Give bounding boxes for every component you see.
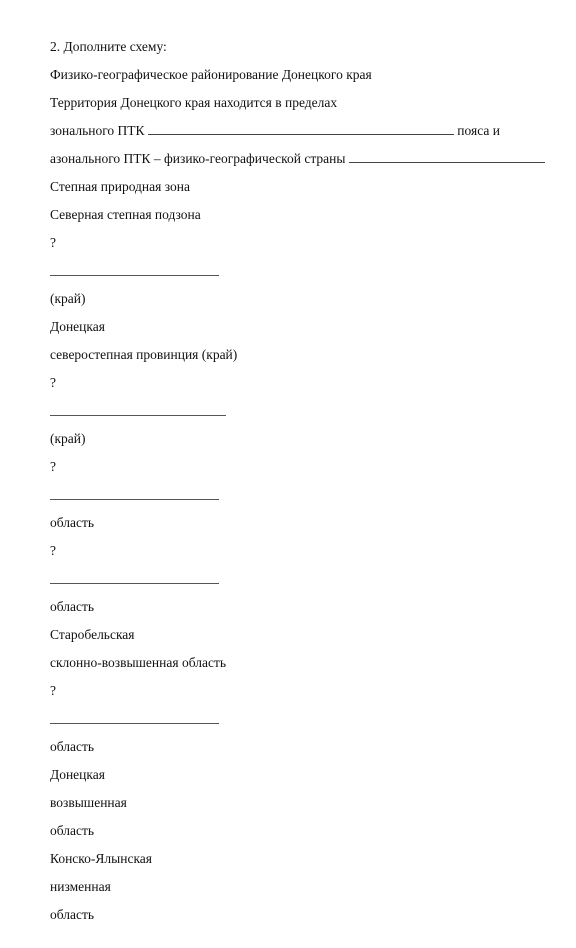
scheme-item: склонно-возвышенная область — [50, 655, 227, 670]
scheme-unknown: ? — [50, 375, 56, 390]
scheme-item: область — [50, 599, 95, 614]
zonal-suffix: пояса и — [457, 123, 500, 138]
scheme-item: Северная степная подзона — [50, 207, 201, 222]
answer-blank — [50, 415, 226, 416]
task-subtitle: Физико-географическое районирование Донецкого края — [50, 67, 372, 82]
scheme-item: область — [50, 739, 95, 754]
scheme-item: область — [50, 823, 95, 838]
scheme-unknown: ? — [50, 235, 56, 250]
scheme-unknown: ? — [50, 543, 56, 558]
answer-blank — [50, 583, 219, 584]
zonal-blank — [148, 123, 454, 135]
scheme-item: область — [50, 907, 95, 922]
azonal-blank — [349, 151, 545, 163]
task-intro: Территория Донецкого края находится в пределах — [50, 95, 338, 110]
scheme-item: Старобельская — [50, 627, 135, 642]
scheme-item: Донецкая — [50, 767, 105, 782]
task-heading: 2. Дополните схему: — [50, 39, 167, 54]
zonal-prefix: зонального ПТК — [50, 123, 145, 138]
scheme-item: возвышенная — [50, 795, 127, 810]
answer-blank — [50, 723, 219, 724]
scheme-item: Конско-Ялынская — [50, 851, 153, 866]
scheme-item: (край) — [50, 431, 86, 446]
scheme-item: область — [50, 515, 95, 530]
scheme-unknown: ? — [50, 683, 56, 698]
scheme-item: Степная природная зона — [50, 179, 190, 194]
scheme-item: (край) — [50, 291, 86, 306]
azonal-line — [50, 151, 545, 167]
zonal-line — [50, 123, 500, 139]
scheme-item: низменная — [50, 879, 111, 894]
scheme-item: северостепная провинция (край) — [50, 347, 238, 362]
scheme-item: Донецкая — [50, 319, 105, 334]
azonal-prefix: азонального ПТК – физико-географической страны — [50, 151, 346, 166]
scheme-unknown: ? — [50, 459, 56, 474]
answer-blank — [50, 275, 219, 276]
answer-blank — [50, 499, 219, 500]
